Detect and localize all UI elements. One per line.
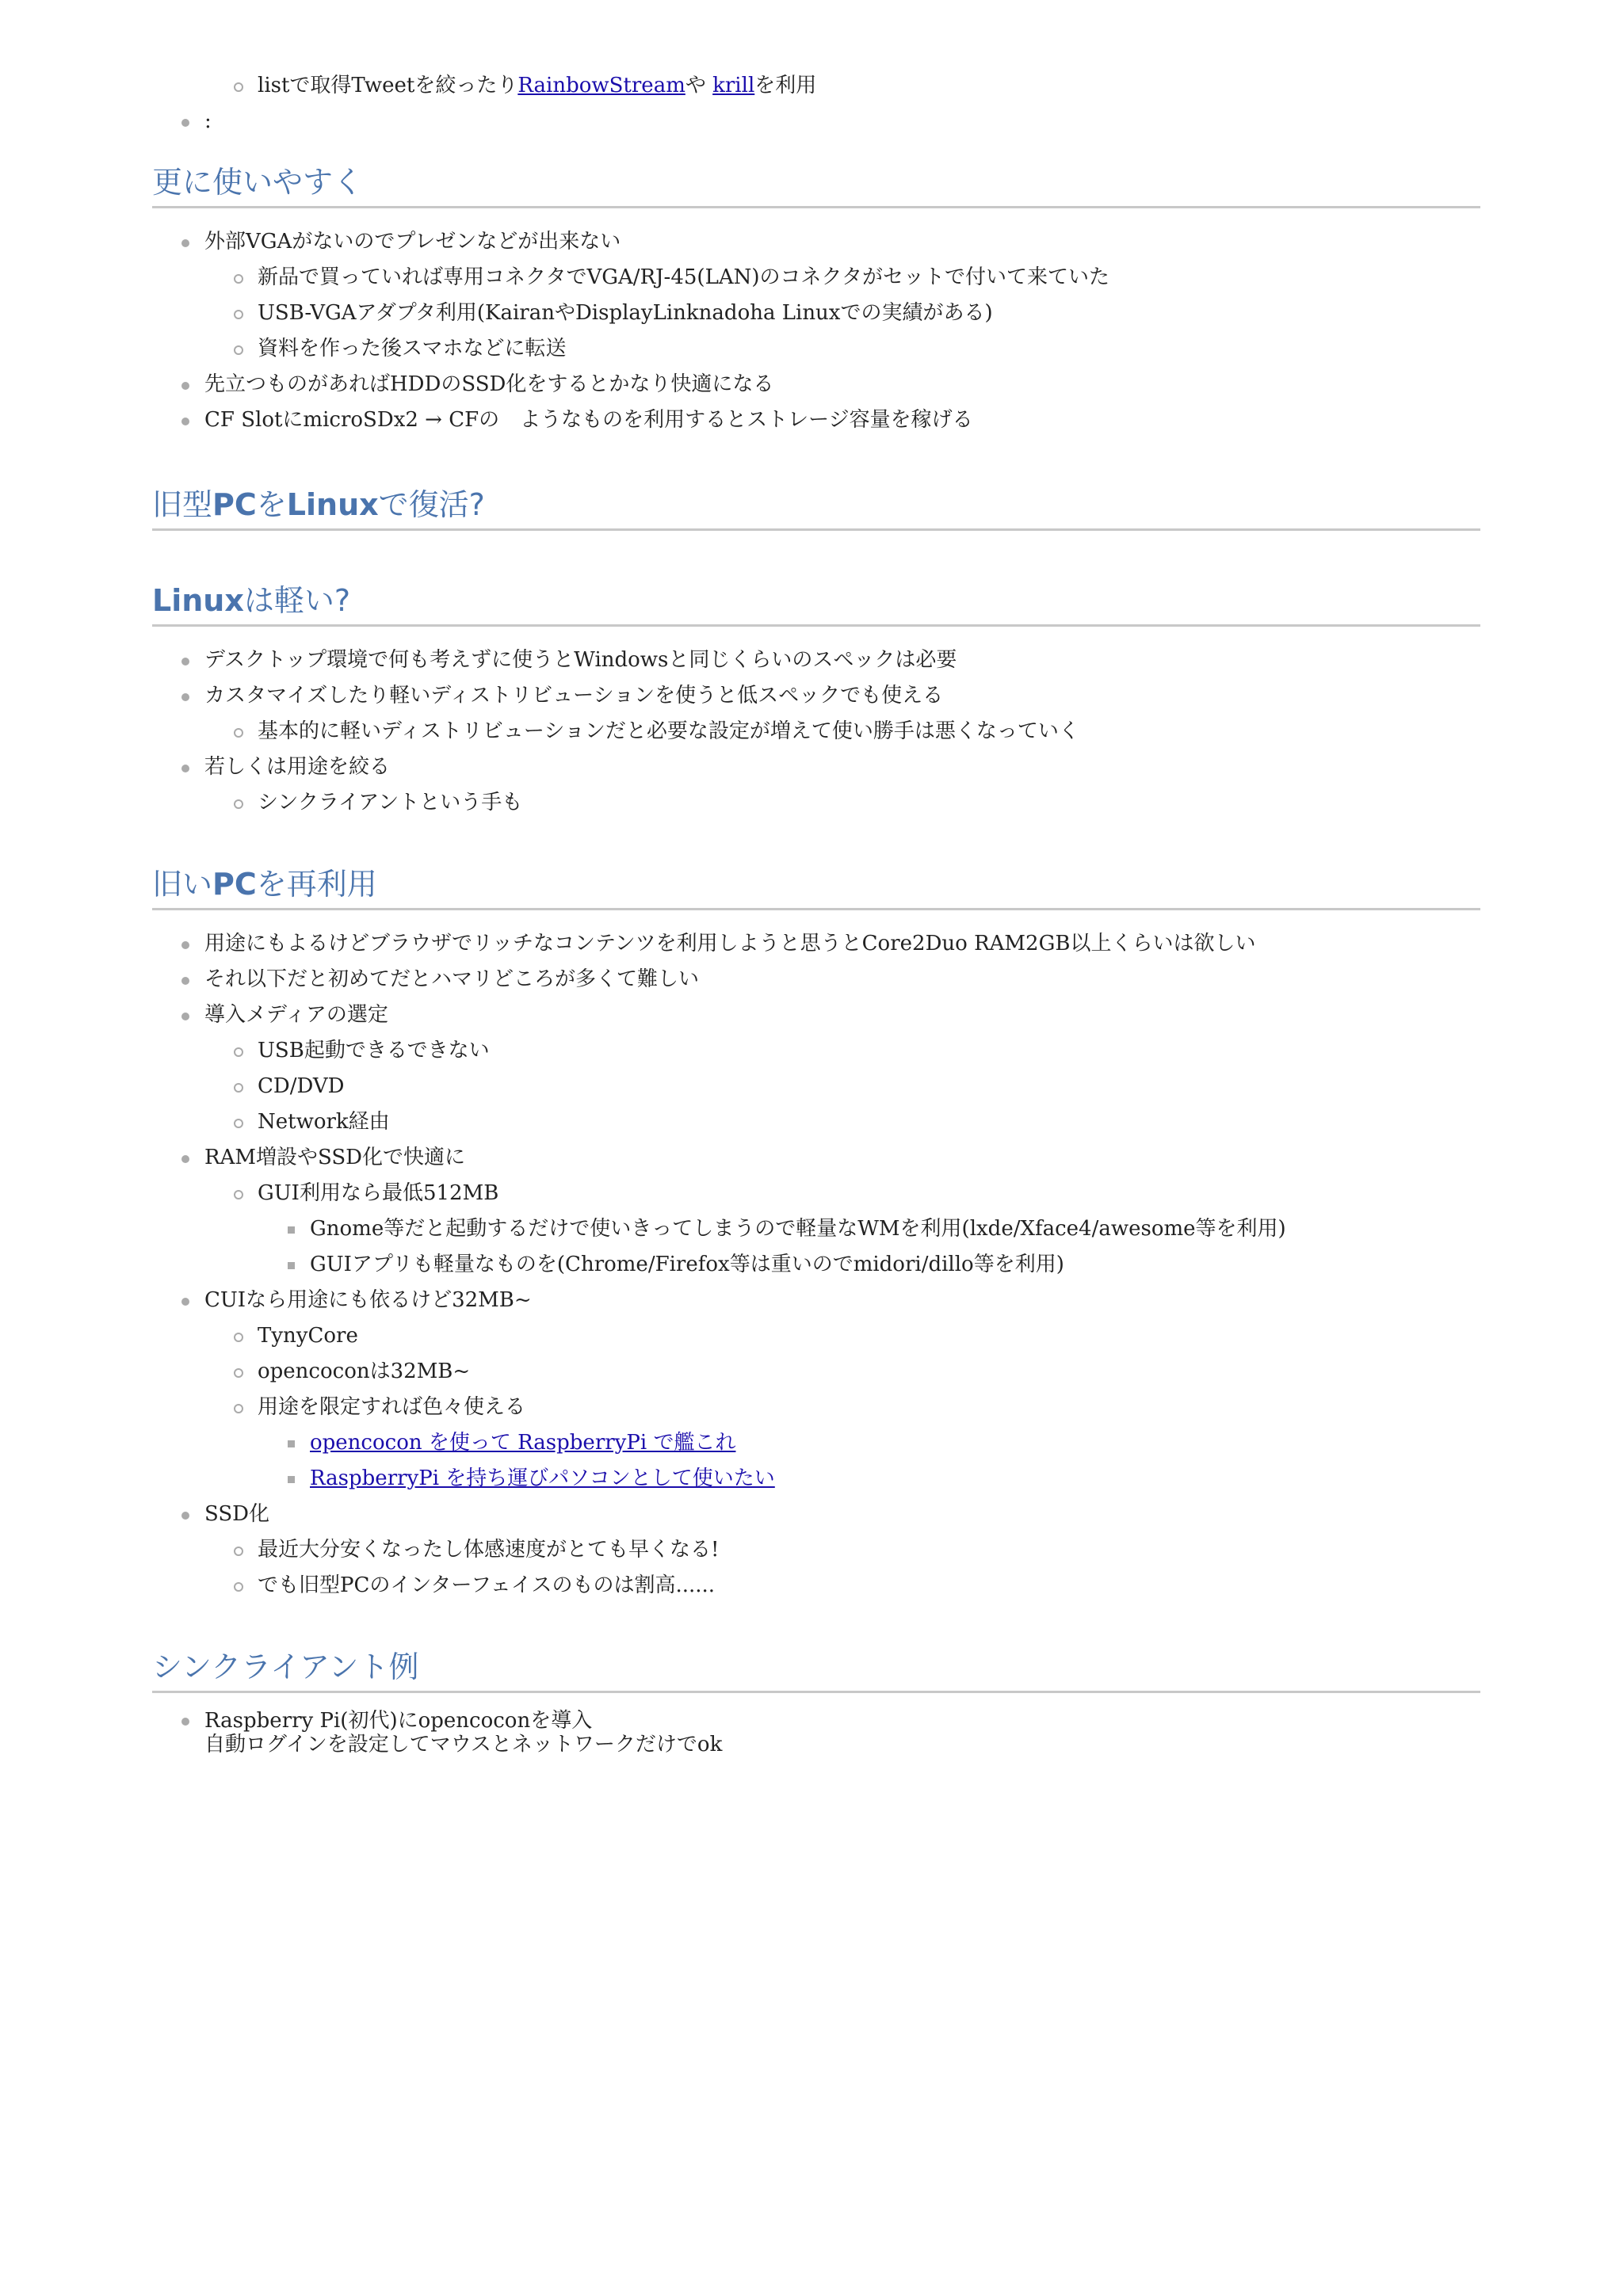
section-revive-old-pc (152, 486, 1480, 531)
list-item: : (152, 104, 1480, 139)
list-item: CD/DVD (152, 1069, 1480, 1104)
list-item: GUI利用なら最低512MB (152, 1176, 1480, 1211)
list-item: TynyCore (152, 1318, 1480, 1354)
raspberrypi-portable-link[interactable]: RaspberryPi を持ち運びパソコンとして使いたい (310, 1466, 775, 1490)
list-item: Gnome等だと起動するだけで使いきってしまうので軽量なWMを利用(lxde/Xface4/awesome等を利用) (152, 1211, 1480, 1247)
list-item: listで取得Tweetを絞ったりRainbowStreamや krillを利用 (152, 68, 1480, 104)
list-item: シンクライアントという手も (152, 785, 1480, 821)
list-item: それ以下だと初めてだとハマリどころが多くて難しい (152, 962, 1480, 997)
section-reuse-old-pc (152, 865, 1480, 1604)
list-item: 最近大分安くなったし体感速度がとても早くなる! (152, 1532, 1480, 1568)
krill-link[interactable]: krill (712, 74, 755, 97)
section-heading: Linuxは軽い? (152, 582, 1480, 627)
intro-list (152, 68, 1480, 139)
list-item: 導入メディアの選定 (152, 997, 1480, 1033)
list-item: デスクトップ環境で何も考えずに使うとWindowsと同じくらいのスペックは必要 (152, 643, 1480, 678)
list-item: USB-VGAアダプタ利用(KairanやDisplayLinknadoha Linuxでの実績がある) (152, 296, 1480, 331)
section-heading: 旧いPCを再利用 (152, 865, 1480, 910)
list-item (152, 1461, 1480, 1497)
opencocon-kancolle-link[interactable]: opencocon を使って RaspberryPi で艦これ (310, 1431, 736, 1455)
list-item: 先立つものがあればHDDのSSD化をするとかなり快適になる (152, 367, 1480, 402)
list-item (152, 1425, 1480, 1461)
rainbowstream-link[interactable]: RainbowStream (517, 74, 685, 97)
list-item: CUIなら用途にも依るけど32MB~ (152, 1283, 1480, 1318)
list-item: カスタマイズしたり軽いディストリビューションを使うと低スペックでも使える (152, 678, 1480, 714)
list-item: 外部VGAがないのでプレゼンなどが出来ない (152, 224, 1480, 260)
list-item: 資料を作った後スマホなどに転送 (152, 331, 1480, 367)
list-item: Raspberry Pi(初代)にopencoconを導入 自動ログインを設定してマウスとネットワークだけでok (152, 1703, 1480, 1762)
list-item: 若しくは用途を絞る (152, 749, 1480, 785)
list-item: でも旧型PCのインターフェイスのものは割高...... (152, 1568, 1480, 1604)
list-item: GUIアプリも軽量なものを(Chrome/Firefox等は重いのでmidori/dillo等を利用) (152, 1247, 1480, 1283)
section-heading: 旧型PCをLinuxで復活? (152, 486, 1480, 531)
section-linux-light (152, 582, 1480, 821)
section-easier-to-use (152, 163, 1480, 438)
section-heading: 更に使いやすく (152, 163, 1480, 208)
list-item: 用途を限定すれば色々使える (152, 1390, 1480, 1425)
list-item: 用途にもよるけどブラウザでリッチなコンテンツを利用しようと思うとCore2Duo RAM2GB以上くらいは欲しい (152, 926, 1480, 962)
section-heading: シンクライアント例 (152, 1648, 1480, 1693)
list-item: Network経由 (152, 1104, 1480, 1140)
section-list (152, 643, 1480, 821)
list-item: USB起動できるできない (152, 1033, 1480, 1069)
list-item: SSD化 (152, 1497, 1480, 1532)
section-list (152, 926, 1480, 1604)
document-page (152, 68, 1480, 1762)
section-list (152, 1703, 1480, 1762)
list-item: RAM増設やSSD化で快適に (152, 1140, 1480, 1176)
list-item: opencoconは32MB~ (152, 1354, 1480, 1390)
section-thin-client-example (152, 1648, 1480, 1762)
section-list (152, 224, 1480, 438)
list-item: 新品で買っていれば専用コネクタでVGA/RJ-45(LAN)のコネクタがセットで付いて来ていた (152, 260, 1480, 296)
list-item: 基本的に軽いディストリビューションだと必要な設定が増えて使い勝手は悪くなっていく (152, 714, 1480, 749)
list-item: CF SlotにmicroSDx2 → CFの ようなものを利用するとストレージ容量を稼げる (152, 402, 1480, 438)
